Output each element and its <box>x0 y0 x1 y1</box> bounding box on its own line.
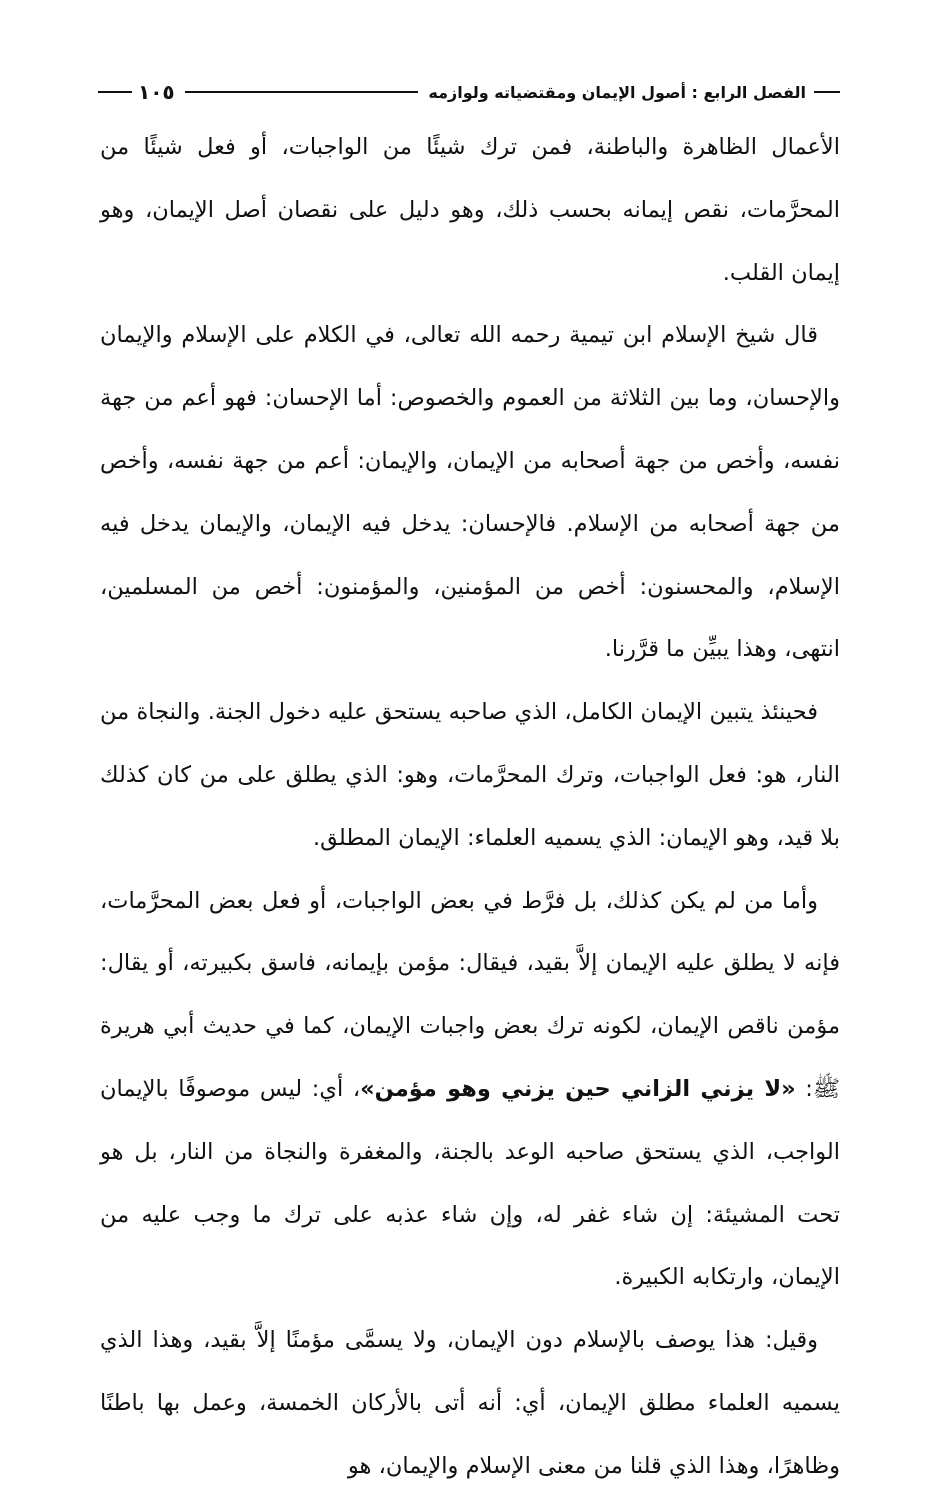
paragraph-1: الأعمال الظاهرة والباطنة، فمن ترك شيئًا من الواجبات، أو فعل شيئًا من المحرَّمات، نقص إيمانه بحسب ذلك، وهو دليل على نقصان أصل الإيمان، وهو إيمان القلب. <box>100 134 840 286</box>
paragraph-3: فحينئذ يتبين الإيمان الكامل، الذي صاحبه يستحق عليه دخول الجنة. والنجاة من النار، هو: فعل الواجبات، وترك المحرَّمات، وهو: الذي يطلق على من كان كذلك بلا قيد، وهو الإيمان: الذي يسميه العلماء: الإيمان المطلق. <box>100 699 840 851</box>
page-number: ١٠٥ <box>138 80 175 104</box>
paragraph-5: وقيل: هذا يوصف بالإسلام دون الإيمان، ولا يسمَّى مؤمنًا إلاَّ بقيد، وهذا الذي يسميه العلماء مطلق الإيمان، أي: أنه أتى بالأركان الخمسة، وعمل بها باطنًا وظاهرًا، وهذا الذي قلنا من معنى الإسلام والإيمان، هو <box>100 1327 840 1479</box>
header-rule-right <box>814 91 840 93</box>
chapter-title: الفصل الرابع : أصول الإيمان ومقتضياته ولوازمه <box>428 82 806 102</box>
running-header <box>98 78 840 106</box>
paragraph-4-tail: ، أي: ليس موصوفًا بالإيمان الواجب، الذي يستحق صاحبه الوعد بالجنة، والمغفرة والنجاة من النار، بل هو تحت المشيئة: إن شاء غفر له، وإن شاء عذبه على ترك ما وجب عليه من الإيمان، وارتكابه الكبيرة. <box>100 1075 840 1291</box>
hadith-quote: «لا يزني الزاني حين يزني وهو مؤمن» <box>360 1075 796 1102</box>
header-rule-middle <box>185 91 419 93</box>
paragraph-4 <box>100 870 840 1310</box>
body-text <box>100 116 840 1498</box>
header-rule-left <box>98 91 132 93</box>
paragraph-4-lead: وأما من لم يكن كذلك، بل فرَّط في بعض الواجبات، أو فعل بعض المحرَّمات، فإنه لا يطلق عليه الإيمان إلاَّ بقيد، فيقال: مؤمن بإيمانه، فاسق بكبيرته، أو يقال: مؤمن ناقص الإيمان، لكونه ترك بعض واجبات الإيمان، كما في حديث أبي هريرة ﷺ: <box>100 887 840 1102</box>
paragraph-2: قال شيخ الإسلام ابن تيمية رحمه الله تعالى، في الكلام على الإسلام والإيمان والإحسان، وما بين الثلاثة من العموم والخصوص: أما الإحسان: فهو أعم من جهة نفسه، وأخص من جهة أصحابه من الإيمان، والإيمان: أعم من جهة نفسه، وأخص من جهة أصحابه من الإسلام. فالإحسان: يدخل فيه الإيمان، والإيمان يدخل فيه الإسلام، والمحسنون: أخص من المؤمنين، والمؤمنون: أخص من المسلمين، انتهى، وهذا يبيِّن ما قرَّرنا. <box>100 322 840 663</box>
